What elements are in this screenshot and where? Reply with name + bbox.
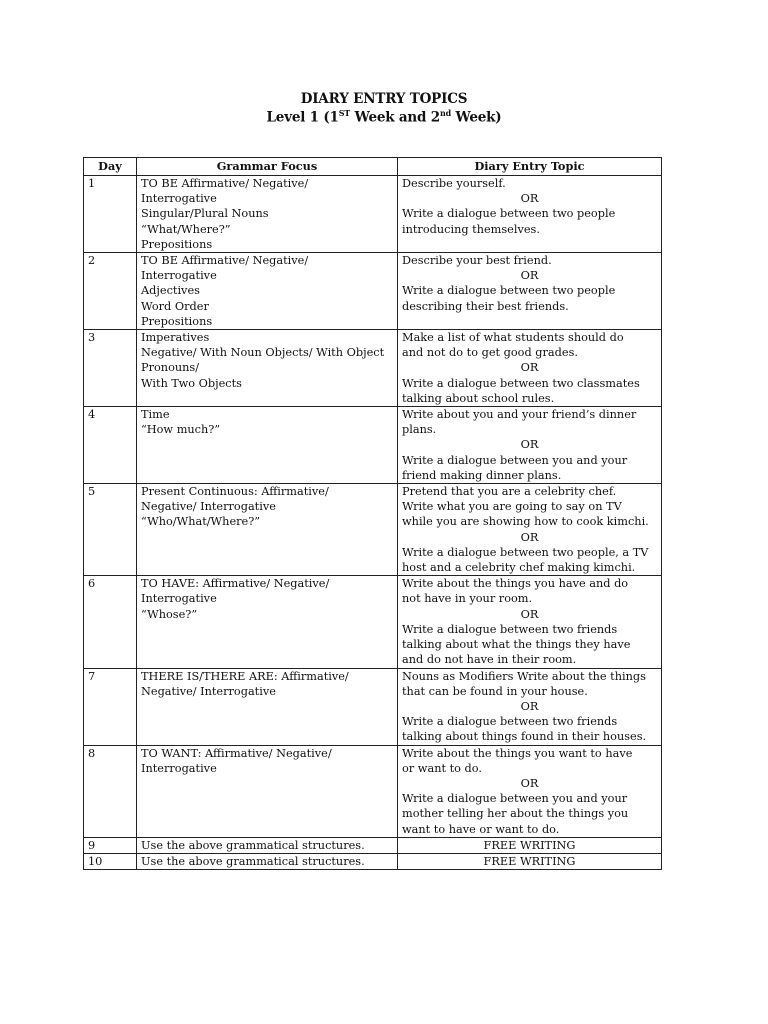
grammar-cell: Time “How much?” bbox=[137, 407, 398, 484]
grammar-cell: Use the above grammatical structures. bbox=[137, 853, 398, 869]
topic-cell bbox=[398, 668, 662, 745]
topic-option-b: Write a dialogue between two friends talking about what the things they have and do not have in their room. bbox=[402, 622, 631, 667]
grammar-cell: TO BE Affirmative/ Negative/ Interrogative Singular/Plural Nouns “What/Where?” Prepositions bbox=[137, 176, 398, 253]
table-row bbox=[84, 484, 662, 576]
table-row bbox=[84, 330, 662, 407]
topic-option-a: Write about the things you want to have or want to do. bbox=[402, 746, 633, 775]
or-separator: OR bbox=[520, 530, 539, 544]
table-row bbox=[84, 176, 662, 253]
topic-cell bbox=[398, 330, 662, 407]
day-cell: 8 bbox=[84, 745, 137, 837]
header-grammar-focus: Grammar Focus bbox=[137, 158, 398, 176]
topic-option-a: Describe yourself. bbox=[402, 177, 506, 190]
or-separator: OR bbox=[520, 269, 539, 283]
grammar-cell: TO BE Affirmative/ Negative/ Interrogative Adjectives Word Order Prepositions bbox=[137, 253, 398, 330]
or-separator: OR bbox=[520, 192, 539, 206]
grammar-cell: TO HAVE: Affirmative/ Negative/ Interrogative “Whose?” bbox=[137, 576, 398, 668]
header-day: Day bbox=[84, 158, 137, 176]
grammar-cell: Present Continuous: Affirmative/ Negative/ Interrogative “Who/What/Where?” bbox=[137, 484, 398, 576]
table-row bbox=[84, 576, 662, 668]
topic-option-b: Write a dialogue between two people describing their best friends. bbox=[402, 284, 616, 313]
topic-option-a: Nouns as Modifiers Write about the things that can be found in your house. bbox=[402, 669, 646, 698]
page-title: DIARY ENTRY TOPICS bbox=[300, 91, 468, 107]
topic-option-b: Write a dialogue between two people, a TV host and a celebrity chef making kimchi. bbox=[402, 545, 649, 575]
day-cell: 5 bbox=[84, 484, 137, 576]
day-cell: 7 bbox=[84, 668, 137, 745]
table-row bbox=[84, 668, 662, 745]
grammar-cell: THERE IS/THERE ARE: Affirmative/ Negative/ Interrogative bbox=[137, 668, 398, 745]
topic-option-a: Write about you and your friend’s dinner plans. bbox=[402, 408, 637, 437]
or-separator: OR bbox=[520, 699, 539, 713]
topic-option-b: Write a dialogue between two friends talking about things found in their houses. bbox=[402, 715, 647, 744]
or-separator: OR bbox=[520, 776, 539, 790]
topic-cell bbox=[398, 484, 662, 576]
topic-cell: FREE WRITING bbox=[398, 853, 662, 869]
subtitle-middle: Week and 2 bbox=[350, 109, 440, 126]
topic-option-a: Pretend that you are a celebrity chef. Write what you are going to say on TV while you are showing how to cook kimchi. bbox=[402, 485, 649, 529]
page-subtitle bbox=[0, 108, 768, 126]
or-separator: OR bbox=[520, 361, 539, 375]
table-row bbox=[84, 837, 662, 853]
day-cell: 1 bbox=[84, 176, 137, 253]
topic-cell bbox=[398, 253, 662, 330]
diary-topics-table bbox=[83, 157, 662, 870]
day-cell: 10 bbox=[84, 853, 137, 869]
grammar-cell: Imperatives Negative/ With Noun Objects/ With Object Pronouns/ With Two Objects bbox=[137, 330, 398, 407]
topic-cell bbox=[398, 407, 662, 484]
grammar-cell: TO WANT: Affirmative/ Negative/ Interrogative bbox=[137, 745, 398, 837]
day-cell: 3 bbox=[84, 330, 137, 407]
topic-option-a: Make a list of what students should do and not do to get good grades. bbox=[402, 331, 624, 360]
topic-option-b: Write a dialogue between two classmates talking about school rules. bbox=[402, 376, 640, 405]
grammar-cell: Use the above grammatical structures. bbox=[137, 837, 398, 853]
table-row bbox=[84, 853, 662, 869]
topic-option-a: Describe your best friend. bbox=[402, 254, 552, 268]
topic-option-b: Write a dialogue between two people introducing themselves. bbox=[402, 207, 616, 236]
topic-option-b: Write a dialogue between you and your mother telling her about the things you want to have or want to do. bbox=[402, 792, 629, 836]
table-row bbox=[84, 253, 662, 330]
day-cell: 9 bbox=[84, 837, 137, 853]
day-cell: 6 bbox=[84, 576, 137, 668]
header-diary-entry-topic: Diary Entry Topic bbox=[398, 158, 662, 176]
topic-cell bbox=[398, 576, 662, 668]
subtitle-suffix: Week) bbox=[450, 109, 502, 126]
topic-cell bbox=[398, 745, 662, 837]
topic-cell: FREE WRITING bbox=[398, 837, 662, 853]
table-header-row bbox=[84, 158, 662, 176]
subtitle-prefix: Level 1 (1 bbox=[266, 109, 339, 126]
or-separator: OR bbox=[520, 607, 539, 621]
topic-option-a: Write about the things you have and do not have in your room. bbox=[402, 577, 629, 606]
subtitle-sup-st: ST bbox=[338, 108, 351, 118]
table-row bbox=[84, 407, 662, 484]
topic-cell bbox=[398, 176, 662, 253]
topic-option-b: Write a dialogue between you and your friend making dinner plans. bbox=[402, 453, 628, 482]
day-cell: 2 bbox=[84, 253, 137, 330]
table-row bbox=[84, 745, 662, 837]
or-separator: OR bbox=[520, 438, 539, 452]
day-cell: 4 bbox=[84, 407, 137, 484]
subtitle-sup-nd: nd bbox=[439, 108, 451, 118]
